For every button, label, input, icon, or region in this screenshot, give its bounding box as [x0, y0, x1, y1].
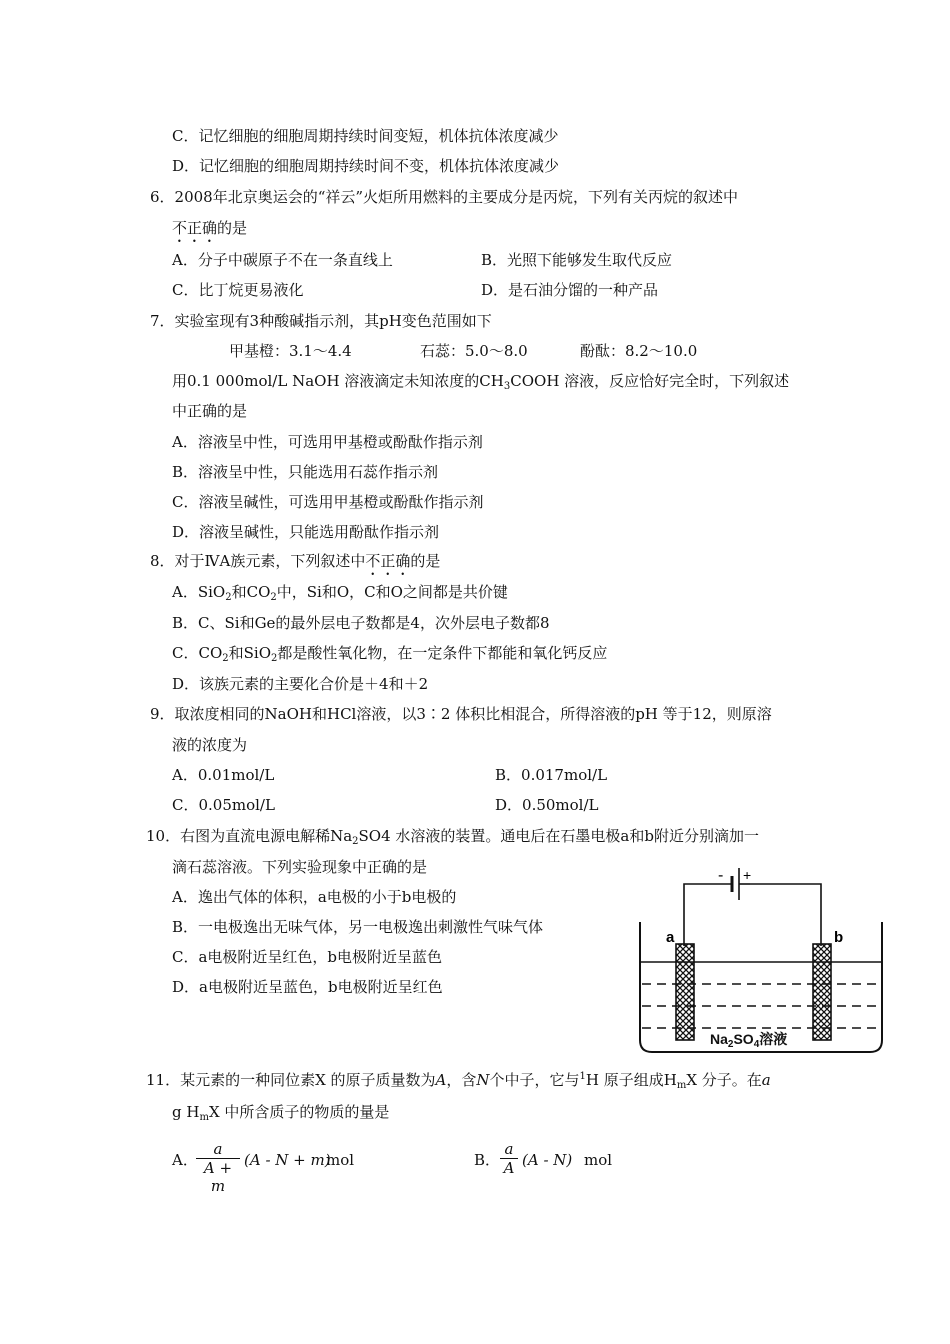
- q10-option-c: C．a电极附近呈红色，b电极附近呈蓝色: [172, 948, 443, 966]
- q11-option-b-expr: (A - N): [522, 1151, 573, 1169]
- q9-option-b: B．0.017mol/L: [495, 766, 608, 784]
- q7-option-a: A．溶液呈中性，可选用甲基橙或酚酞作指示剂: [172, 433, 483, 451]
- q7-line3-part1: 用0.1 000mol/L NaOH 溶液滴定未知浓度的CH: [172, 372, 504, 390]
- q8-stem: [150, 551, 440, 579]
- q8-option-d: D．该族元素的主要化合价是＋4和＋2: [172, 675, 429, 693]
- electrode-a: [676, 944, 694, 1040]
- q10-stem-line2: 滴石蕊溶液。下列实验现象中正确的是: [172, 858, 428, 876]
- electrode-b: [813, 944, 831, 1040]
- q8-stem-pre: 8．对于ⅣA族元素，下列叙述中: [150, 552, 366, 570]
- q11-option-a-expr: (A - N + m): [244, 1151, 331, 1169]
- q11-stem: 11．某元素的一种同位素X 的原子质量数为A，含N个中子，它与$^1$H 原子组成$H_mX$ 分子。在a: [146, 1071, 771, 1091]
- q7-option-b: B．溶液呈中性，只能选用石蕊作指示剂: [172, 463, 439, 481]
- q11-option-b-label: B．: [474, 1151, 501, 1169]
- q7-indicator-litmus: 石蕊：5.0～8.0: [420, 342, 528, 360]
- q8-option-c: C．$CO_2$和SiO$_2$都是酸性氧化物，在一定条件下都能和氧化钙反应: [172, 644, 608, 664]
- q7-stem-line3: 用0.1 000mol/L NaOH 溶液滴定未知浓度的$CH_3COOH$ 溶液，反应恰好完全时，下列叙述: [172, 372, 790, 392]
- electrolysis-figure: [632, 862, 892, 1058]
- wire-right: [750, 884, 821, 946]
- q9-option-d: D．0.50mol/L: [495, 796, 599, 814]
- q6-option-b: B．光照下能够发生取代反应: [481, 251, 673, 269]
- q7-line3-part2: COOH 溶液，反应恰好完全时，下列叙述: [510, 372, 790, 390]
- q7-option-d: D．溶液呈碱性，只能选用酚酞作指示剂: [172, 523, 440, 541]
- q9-option-a: A．0.01mol/L: [172, 766, 275, 784]
- solution-label: $Na_2SO_4$溶液: [710, 1031, 788, 1050]
- q5-option-c: C．记忆细胞的细胞周期持续时间变短，机体抗体浓度减少: [172, 127, 559, 145]
- q11-stem-line2: g $H_mX$ 中所含质子的物质的量是: [172, 1103, 390, 1123]
- q10-stem: 10．右图为直流电源电解稀$Na_2SO4$ 水溶液的装置。通电后在石墨电极a和b附近分别滴加一: [146, 827, 759, 847]
- q6-stem-line2: [172, 218, 247, 246]
- q10-option-a: A．逸出气体的体积，a电极的小于b电极的: [172, 888, 457, 906]
- q11-option-a-unit: mol: [326, 1151, 355, 1169]
- q9-stem: 9．取浓度相同的NaOH和HCl溶液，以3∶2 体积比相混合，所得溶液的pH 等于12，则原溶: [150, 705, 772, 723]
- q11-option-a-label: A．: [172, 1151, 198, 1169]
- q7-stem-line4: 中正确的是: [172, 402, 248, 420]
- q8-emphasis: 不正确: [365, 552, 411, 570]
- q10-option-b: B．一电极逸出无味气体，另一电极逸出刺激性气味气体: [172, 918, 544, 936]
- q11-option-b-unit: mol: [584, 1151, 613, 1169]
- q6-option-c: C．比丁烷更易液化: [172, 281, 304, 299]
- q7-option-c: C．溶液呈碱性，可选用甲基橙或酚酞作指示剂: [172, 493, 484, 511]
- q6-stem: 6．2008年北京奥运会的“祥云”火炬所用燃料的主要成分是丙烷，下列有关丙烷的叙述中: [150, 188, 739, 206]
- q6-option-d: D．是石油分馏的一种产品: [481, 281, 659, 299]
- q7-stem: 7．实验室现有3种酸碱指示剂，其pH变色范围如下: [150, 312, 492, 330]
- q6-stem-rest: 的是: [217, 219, 248, 237]
- q7-indicator-methyl-orange: 甲基橙：3.1～4.4: [229, 342, 352, 360]
- q7-indicator-phenolphthalein: 酚酞：8.2～10.0: [580, 342, 698, 360]
- q11-option-a-fraction: a A + m: [196, 1140, 240, 1195]
- q6-emphasis: 不正确: [172, 219, 218, 237]
- q9-stem-line2: 液的浓度为: [172, 736, 248, 754]
- q11-option-b-fraction: a A: [500, 1140, 518, 1177]
- battery-minus-sign: -: [718, 867, 724, 884]
- electrode-b-label: b: [834, 929, 844, 946]
- q10-option-d: D．a电极附近呈蓝色，b电极附近呈红色: [172, 978, 443, 996]
- q8-option-a: A．SiO$_2$和$CO_2$中，Si和O，C和O之间都是共价键: [172, 583, 508, 603]
- q9-option-c: C．0.05mol/L: [172, 796, 275, 814]
- electrode-a-label: a: [666, 929, 675, 946]
- q8-stem-post: 的是: [410, 552, 441, 570]
- q5-option-d: D．记忆细胞的细胞周期持续时间不变，机体抗体浓度减少: [172, 157, 560, 175]
- q8-option-b: B．C、Si和Ge的最外层电子数都是4，次外层电子数都8: [172, 614, 550, 632]
- battery-plus-sign: +: [743, 867, 752, 883]
- q6-option-a: A．分子中碳原子不在一条直线上: [172, 251, 393, 269]
- wire-left: [684, 884, 732, 946]
